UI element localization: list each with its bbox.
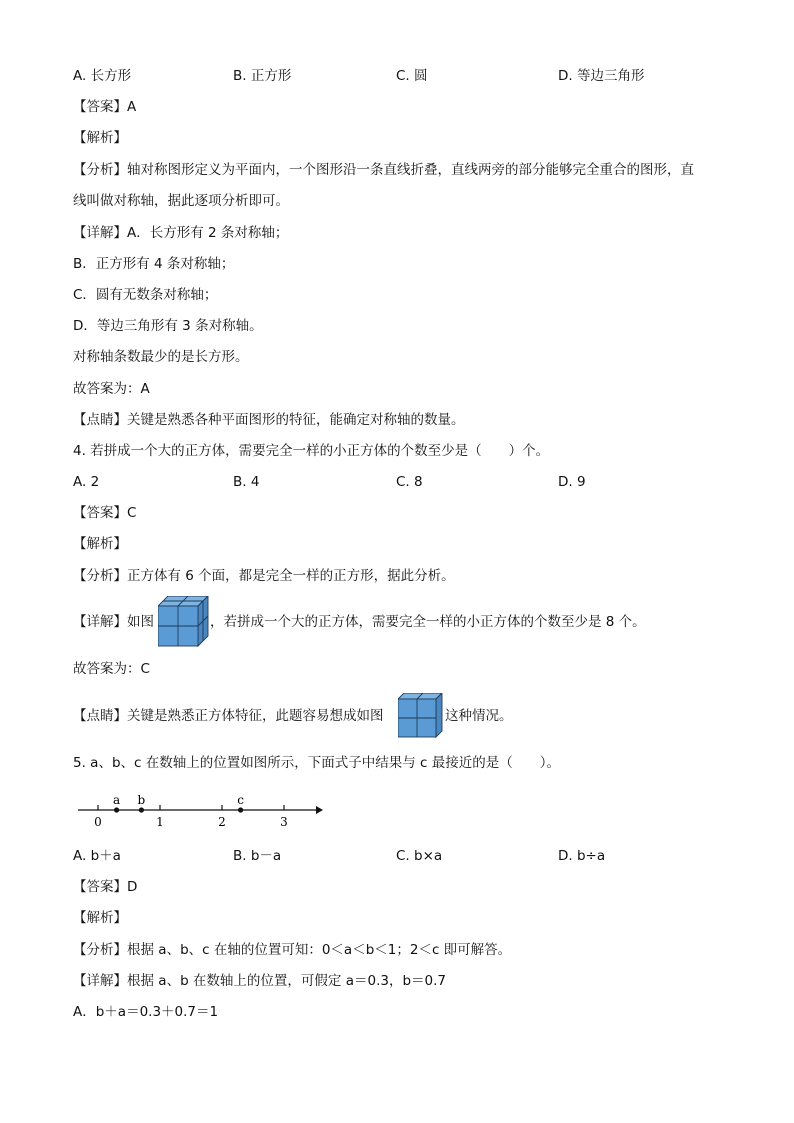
q3-option-a: A. 长方形 xyxy=(73,68,132,84)
q3-option-c: C. 圆 xyxy=(396,68,428,84)
number-line-tick-label: 3 xyxy=(280,815,288,829)
q3-answer: 【答案】A xyxy=(73,99,137,115)
number-line-point-label: c xyxy=(237,793,244,807)
q5-option-c: C. b×a xyxy=(396,848,443,864)
q3-final-answer: 故答案为：A xyxy=(73,381,150,397)
q4-dianjing-suffix: 这种情况。 xyxy=(445,708,513,724)
q4-analysis-heading: 【解析】 xyxy=(73,536,127,552)
q3-xiangjie-line2: B．正方形有 4 条对称轴； xyxy=(73,256,235,272)
number-line-tick-label: 2 xyxy=(218,815,226,829)
q5-option-d: D. b÷a xyxy=(558,848,606,864)
q3-fenxi-line2: 线叫做对称轴，据此逐项分析即可。 xyxy=(73,193,289,209)
q4-option-b: B. 4 xyxy=(233,474,260,490)
number-line-point-c xyxy=(238,807,243,812)
q5-fenxi: 【分析】根据 a、b、c 在轴的位置可知：0＜a＜b＜1；2＜c 即可解答。 xyxy=(73,942,512,958)
number-line-point-label: a xyxy=(113,793,121,807)
q4-option-c: C. 8 xyxy=(396,474,423,490)
q4-answer: 【答案】C xyxy=(73,505,137,521)
number-line-point-label: b xyxy=(137,793,146,807)
number-line-figure xyxy=(78,790,328,830)
cube-2x2-layer-image xyxy=(398,693,444,739)
q5-analysis-heading: 【解析】 xyxy=(73,910,127,926)
cube-2x2x2-image xyxy=(158,596,210,648)
q4-stem: 4. 若拼成一个大的正方体，需要完全一样的小正方体的个数至少是（ ）个。 xyxy=(73,443,550,459)
q5-stem: 5. a、b、c 在数轴上的位置如图所示，下面式子中结果与 c 最接近的是（ ）。 xyxy=(73,755,560,771)
q3-xiangjie-line1: 【详解】A．长方形有 2 条对称轴； xyxy=(73,225,289,241)
q5-answer: 【答案】D xyxy=(73,879,138,895)
q4-final-answer: 故答案为：C xyxy=(73,661,150,677)
number-line-point-b xyxy=(139,807,144,812)
q3-dianjing: 【点睛】关键是熟悉各种平面图形的特征，能确定对称轴的数量。 xyxy=(73,412,465,428)
number-line-tick-label: 1 xyxy=(156,815,164,829)
q3-option-d: D. 等边三角形 xyxy=(558,68,645,84)
q4-dianjing-prefix: 【点睛】关键是熟悉正方体特征，此题容易想成如图 xyxy=(73,708,384,724)
q4-option-d: D. 9 xyxy=(558,474,586,490)
number-line-point-a xyxy=(114,807,119,812)
q4-fenxi: 【分析】正方体有 6 个面，都是完全一样的正方形，据此分析。 xyxy=(73,568,455,584)
q3-xiangjie-line4: D．等边三角形有 3 条对称轴。 xyxy=(73,318,263,334)
q3-fenxi-line1: 【分析】轴对称图形定义为平面内，一个图形沿一条直线折叠，直线两旁的部分能够完全重合的图形，直 xyxy=(73,162,694,178)
q3-conclusion: 对称轴条数最少的是长方形。 xyxy=(73,349,249,365)
q5-option-b: B. b－a xyxy=(233,848,282,864)
q3-option-b: B. 正方形 xyxy=(233,68,292,84)
number-line-tick-label: 0 xyxy=(94,815,102,829)
q3-xiangjie-line3: C．圆有无数条对称轴； xyxy=(73,287,218,303)
q3-analysis-heading: 【解析】 xyxy=(73,130,127,146)
q5-option-a: A. b＋a xyxy=(73,848,121,864)
q4-xiangjie-prefix: 【详解】如图 xyxy=(73,614,154,630)
q5-line-a: A．b＋a＝0.3＋0.7＝1 xyxy=(73,1004,219,1020)
q4-option-a: A. 2 xyxy=(73,474,100,490)
q4-xiangjie-suffix: ，若拼成一个大的正方体，需要完全一样的小正方体的个数至少是 8 个。 xyxy=(210,614,646,630)
q5-xiangjie: 【详解】根据 a、b 在数轴上的位置，可假定 a＝0.3，b＝0.7 xyxy=(73,973,446,989)
